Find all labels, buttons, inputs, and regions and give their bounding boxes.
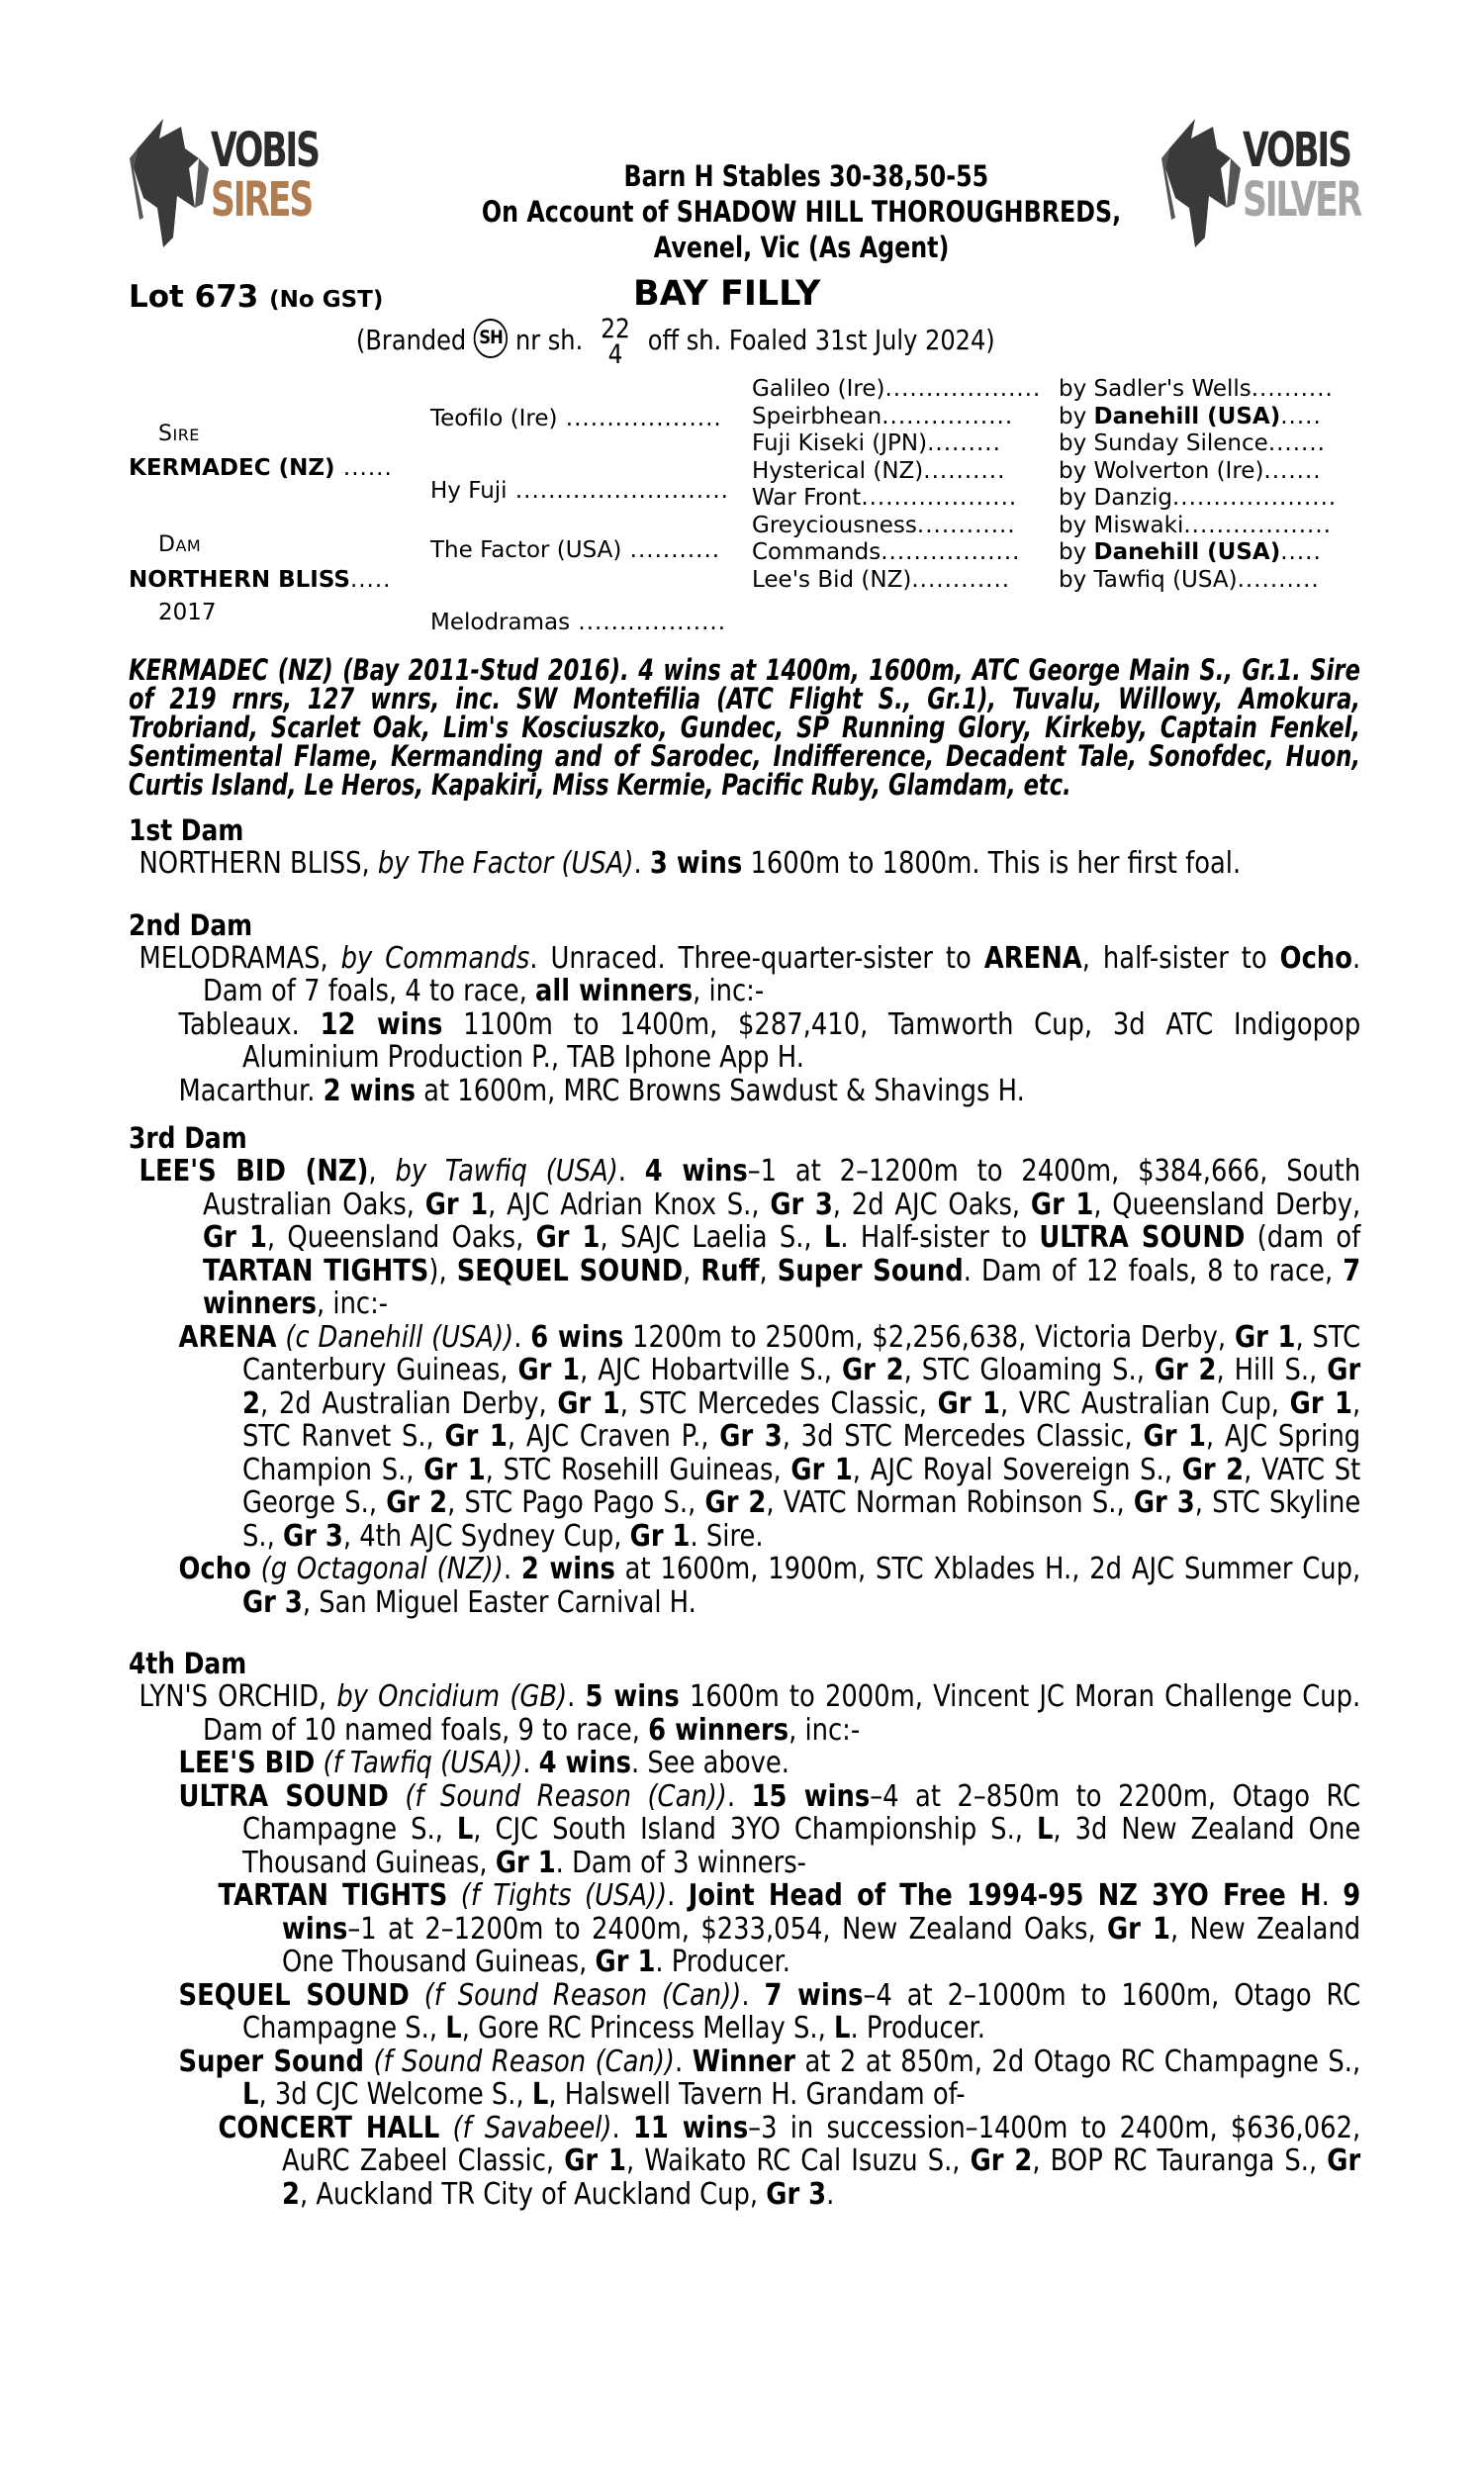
brand-near: nr sh. [514, 324, 584, 356]
logo-word-bottom: SIRES [211, 172, 313, 228]
gst-note: (No GST) [269, 287, 384, 313]
brand-number-bottom: 4 [607, 339, 623, 370]
great-grandparent-sire: by Tawfiq (USA).......... [1059, 566, 1320, 593]
great-grandparent: Commands................. [752, 539, 1021, 565]
great-grandparent-sire: by Sadler's Wells.......... [1059, 376, 1334, 402]
dam-label: DAM [158, 532, 202, 557]
brand-sh-icon: SH [474, 319, 508, 358]
section-heading: 1st Dam [129, 813, 244, 847]
progeny-entry: ARENA (c Danehill (USA)). 6 wins 1200m to 2500m, $2,256,638, Victoria Derby, Gr 1, STC Canterbury Guineas, Gr 1, AJC Hobartville S., Gr 2, STC Gloaming S., Gr 2, Hill S., Gr 2, 2d Australian Derby, Gr 1, STC Mercedes Classic, Gr 1, VRC Australian Cup, Gr 1, STC Ranvet S., Gr 1, AJC Craven P., Gr 3, 3d STC Mercedes Classic, Gr 1, AJC Spring Champion S., Gr 1, STC Rosehill Guineas, Gr 1, AJC Royal Sovereign S., Gr 2, VATC St George S., Gr 2, STC Pago Pago S., Gr 2, VATC Norman Robinson S., Gr 3, STC Skyline S., Gr 3, 4th AJC Sydney Cup, Gr 1. Sire. [178, 1319, 1361, 1554]
great-grandparent-sire: by Wolverton (Ire)....... [1059, 457, 1322, 484]
great-grandparent: Lee's Bid (NZ)............ [752, 566, 1011, 593]
grandsire-dam: The Factor (USA) ........... [430, 537, 721, 563]
brand-description [356, 314, 1099, 370]
great-grandparent: War Front................... [752, 485, 1018, 511]
section-heading: 3rd Dam [129, 1121, 247, 1155]
progeny-entry: Macarthur. 2 wins at 1600m, MRC Browns Sawdust & Shavings H. [178, 1073, 1025, 1108]
progeny-entry: CONCERT HALL (f Savabeel). 11 wins–3 in succession–1400m to 2400m, $636,062, AuRC Zabeel Classic, Gr 1, Waikato RC Cal Isuzu S., Gr 2, BOP RC Tauranga S., Gr 2, Auckland TR City of Auckland Cup, Gr 3. [218, 2110, 1361, 2212]
great-grandparent-sire: by Danehill (USA)..... [1059, 403, 1322, 429]
great-grandparent: Speirbhean................ [752, 403, 1014, 429]
great-grandparent: Galileo (Ire)................... [752, 376, 1042, 402]
catalogue-body [129, 653, 1361, 2212]
brand-number [601, 314, 630, 370]
sire-name: KERMADEC (NZ) ...... [129, 455, 393, 481]
progeny-entry: LEE'S BID (f Tawfiq (USA)). 4 wins. See above. [178, 1746, 789, 1780]
dam-entry: LEE'S BID (NZ), by Tawfiq (USA). 4 wins–1 at 2–1200m to 2400m, $384,666, South Australian Oaks, Gr 1, AJC Adrian Knox S., Gr 3, 2d AJC Oaks, Gr 1, Queensland Derby, Gr 1, Queensland Oaks, Gr 1, SAJC Laelia S., L. Half-sister to ULTRA SOUND (dam of TARTAN TIGHTS), SEQUEL SOUND, Ruff, Super Sound. Dam of 12 foals, 8 to race, 7 winners, inc:- [139, 1154, 1361, 1321]
brand-prefix: (Branded [356, 324, 467, 356]
dam-name: NORTHERN BLISS..... [129, 567, 392, 593]
granddam-sire: Hy Fuji .......................... [430, 478, 729, 504]
brand-suffix: off sh. Foaled 31st July 2024) [647, 324, 995, 356]
progeny-entry: Tableaux. 12 wins 1100m to 1400m, $287,410, Tamworth Cup, 3d ATC Indigopop Aluminium Production P., TAB Iphone App H. [178, 1006, 1361, 1075]
progeny-entry: Super Sound (f Sound Reason (Can)). Winner at 2 at 850m, 2d Otago RC Champagne S., L, 3d CJC Welcome S., L, Halswell Tavern H. Grandam of- [178, 2044, 1361, 2112]
brand-number-top: 22 [601, 314, 630, 344]
section-heading: 2nd Dam [129, 907, 253, 942]
section-heading: 4th Dam [129, 1647, 247, 1680]
progeny-entry: ULTRA SOUND (f Sound Reason (Can)). 15 wins–4 at 2–850m to 2200m, Otago RC Champagne S., L, CJC South Island 3YO Championship S., L, 3d New Zealand One Thousand Guineas, Gr 1. Dam of 3 winners- [178, 1778, 1361, 1880]
great-grandparent-sire: by Miswaki.................. [1059, 512, 1332, 538]
great-grandparent: Hysterical (NZ).......... [752, 457, 1006, 484]
lot-number [129, 279, 383, 315]
vendor-location: Avenel, Vic (As Agent) [653, 231, 950, 264]
sire-label: SIRE [158, 422, 200, 446]
dam-entry: NORTHERN BLISS, by The Factor (USA). 3 wins 1600m to 1800m. This is her first foal. [139, 846, 1242, 881]
logo-word-top: VOBIS [211, 123, 319, 178]
pedigree-table [129, 376, 1365, 651]
logo-word-bottom: SILVER [1243, 172, 1361, 228]
lot-label: Lot 673 [129, 279, 259, 315]
dam-entry: MELODRAMAS, by Commands. Unraced. Three-quarter-sister to ARENA, half-sister to Ocho. Dam of 7 foals, 4 to race, all winners, inc:- [139, 940, 1361, 1008]
sire-summary: KERMADEC (NZ) (Bay 2011-Stud 2016). 4 wins at 1400m, 1600m, ATC George Main S., Gr.1. Sire of 219 rnrs, 127 wnrs, inc. SW Montefilia (ATC Flight S., Gr.1), Tuvalu, Willowy, Amokura, Trobriand, Scarlet Oak, Lim's Kosciuszko, Gundec, SP Running Glory, Kirkeby, Captain Fenkel, Sentimental Flame, Kermanding and of Sarodec, Indifference, Decadent Tale, Sonofdec, Huon, Curtis Island, Le Heros, Kapakiri, Miss Kermie, Pacific Ruby, Glamdam, etc. [129, 653, 1360, 802]
dam-year: 2017 [158, 600, 217, 625]
stable-location: Barn H Stables 30-38,50-55 [623, 159, 989, 193]
grandsire-sire: Teofilo (Ire) ................... [430, 406, 722, 431]
logo-word-top: VOBIS [1243, 123, 1350, 178]
progeny-entry: Ocho (g Octagonal (NZ)). 2 wins at 1600m, 1900m, STC Xblades H., 2d AJC Summer Cup, Gr 3, San Miguel Easter Carnival H. [178, 1552, 1361, 1620]
great-grandparent-sire: by Danehill (USA)..... [1059, 539, 1322, 565]
great-grandparent-sire: by Sunday Silence....... [1059, 430, 1326, 456]
great-grandparent: Fuji Kiseki (JPN)......... [752, 430, 1001, 456]
great-grandparent-sire: by Danzig.................... [1059, 485, 1338, 511]
great-grandparent: Greyciousness............ [752, 512, 1016, 538]
vendor-name: On Account of SHADOW HILL THOROUGHBREDS, [481, 195, 1122, 229]
progeny-entry: TARTAN TIGHTS (f Tights (USA)). Joint Head of The 1994-95 NZ 3YO Free H. 9 wins–1 at 2–1200m to 2400m, $233,054, New Zealand Oaks, Gr 1, New Zealand One Thousand Guineas, Gr 1. Producer. [218, 1878, 1361, 1979]
lot-title: BAY FILLY [633, 274, 821, 314]
progeny-entry: SEQUEL SOUND (f Sound Reason (Can)). 7 wins–4 at 2–1000m to 1600m, Otago RC Champagne S., L, Gore RC Princess Mellay S., L. Producer. [178, 1977, 1361, 2046]
granddam-dam: Melodramas .................. [430, 610, 727, 635]
dam-entry: LYN'S ORCHID, by Oncidium (GB). 5 wins 1600m to 2000m, Vincent JC Moran Challenge Cup. Dam of 10 named foals, 9 to race, 6 winners, inc:- [139, 1679, 1361, 1748]
